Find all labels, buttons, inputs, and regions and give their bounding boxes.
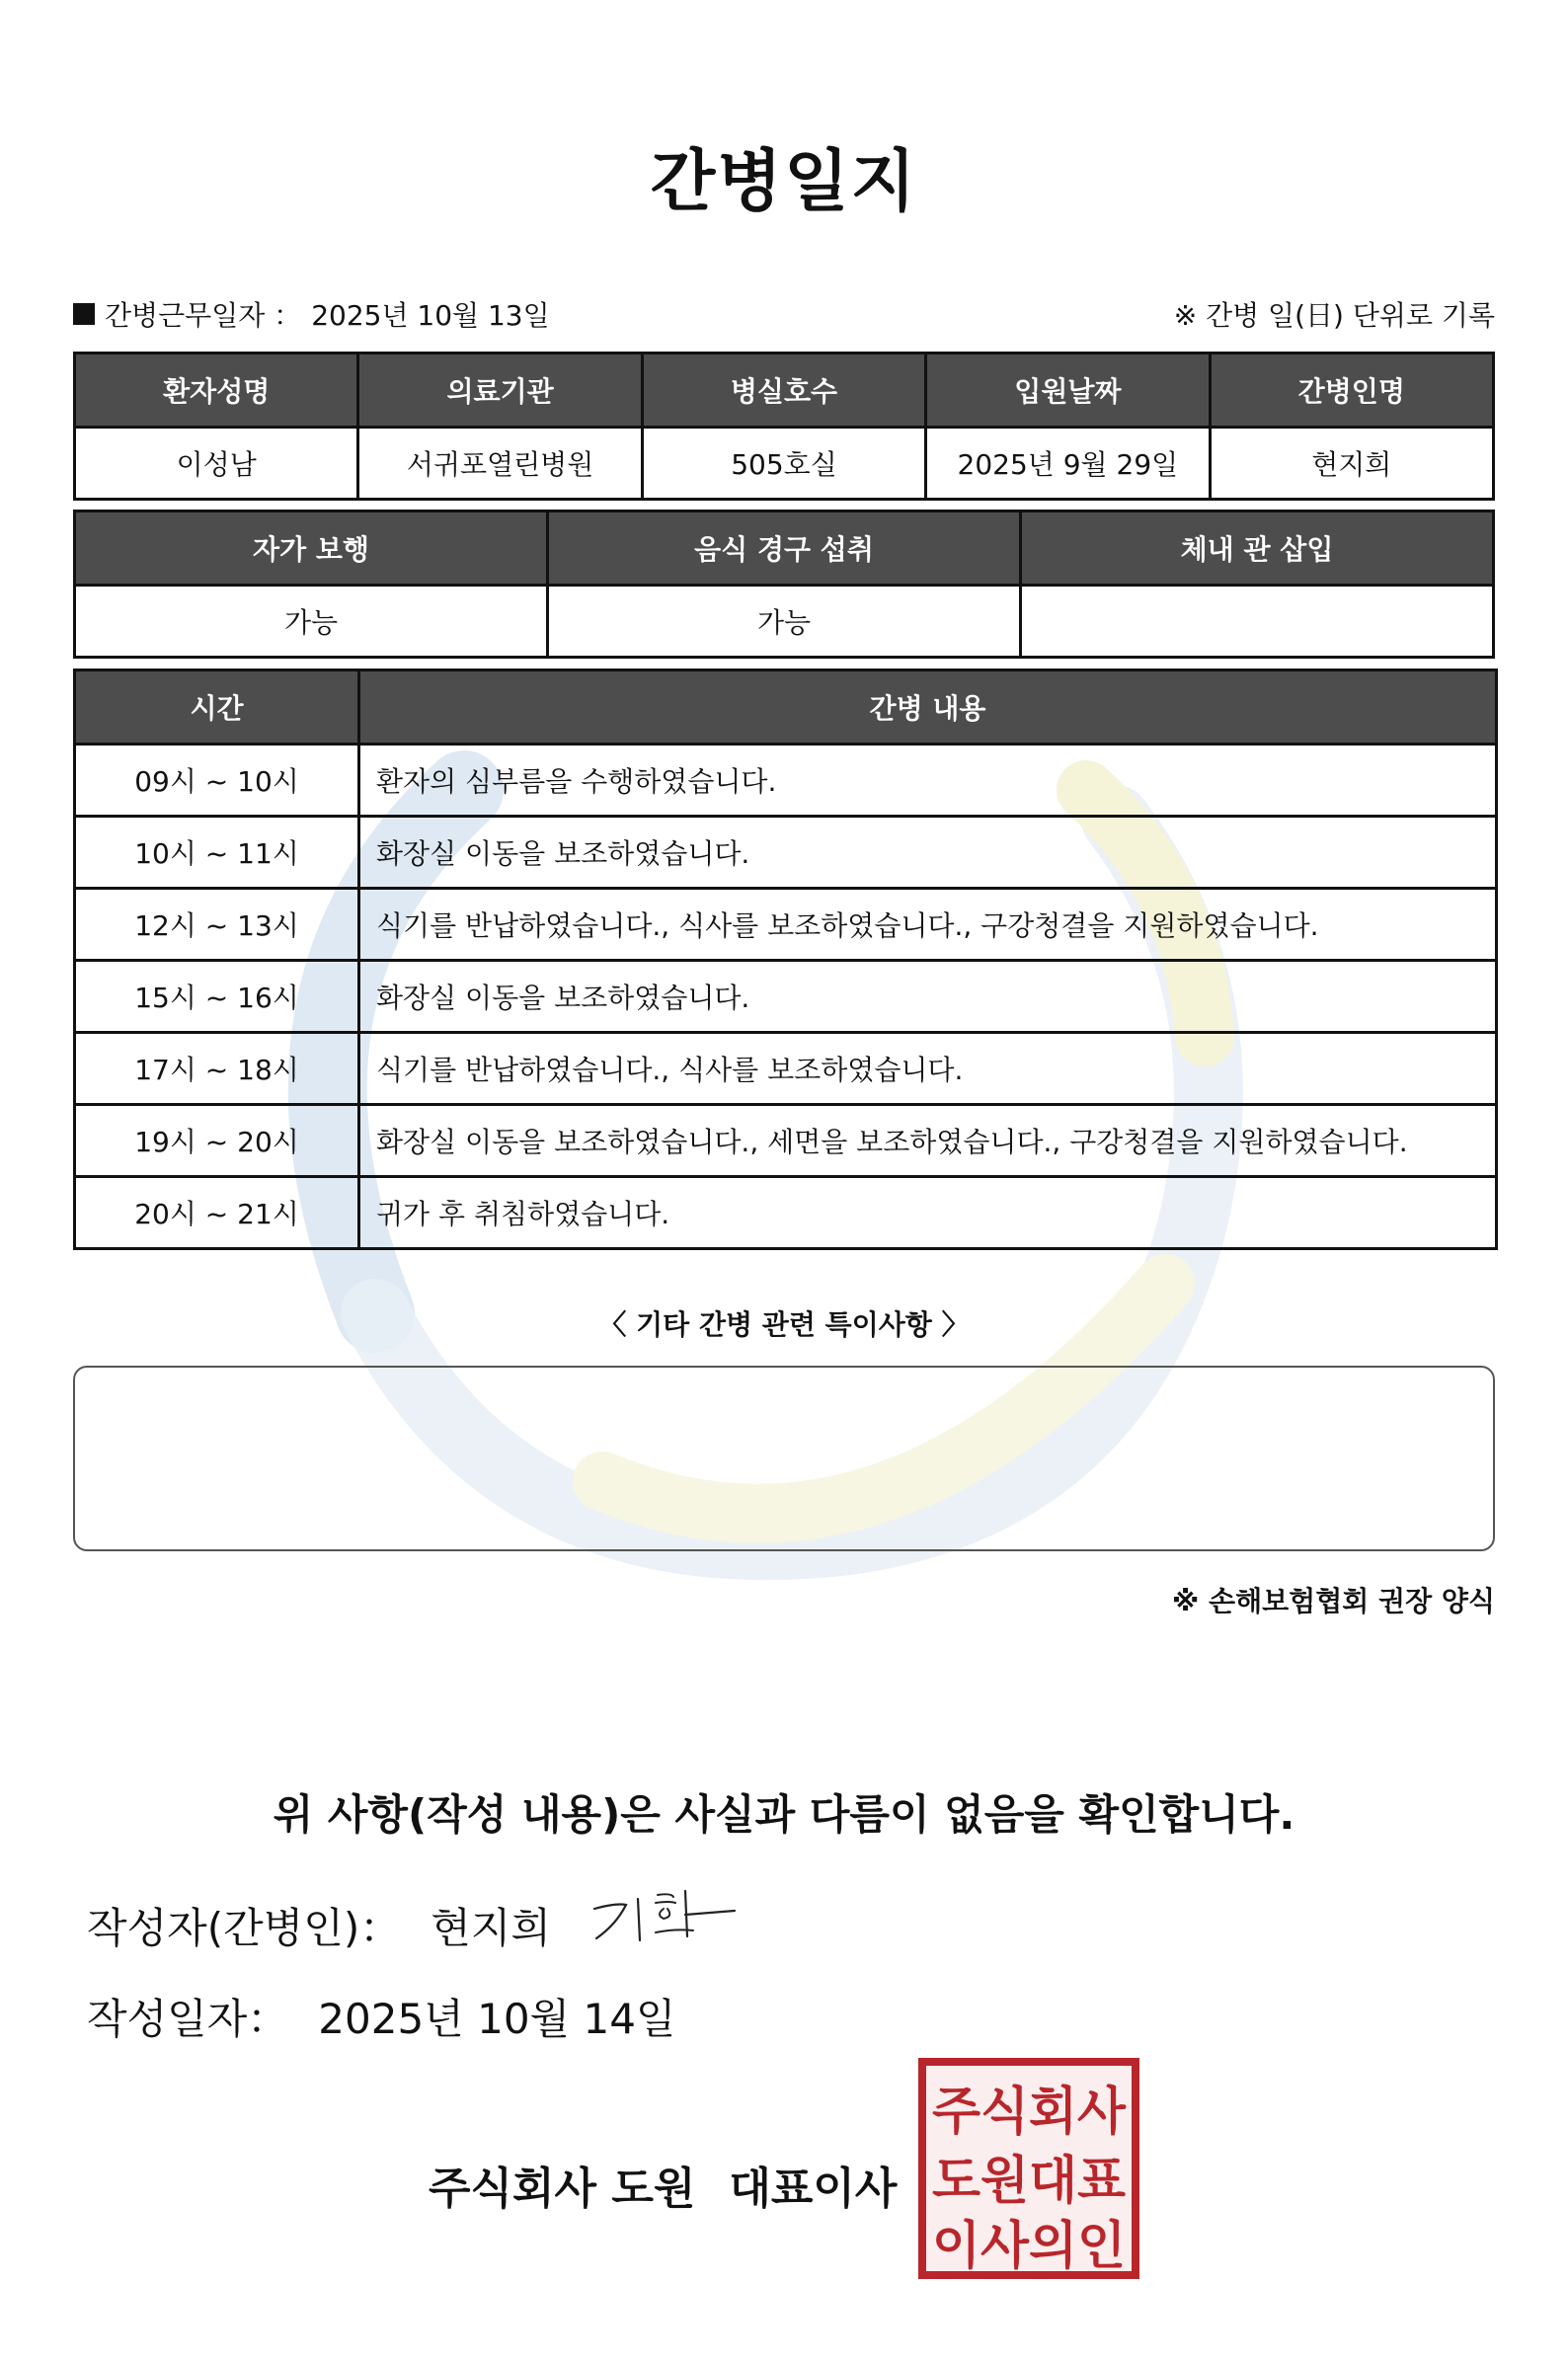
time-cell: 19시 ~ 20시: [75, 1105, 359, 1177]
header-caregiver-name: 간병인명: [1210, 354, 1493, 428]
room-number: 505호실: [642, 428, 925, 500]
table-row: [75, 1033, 1497, 1105]
company-line: [429, 2153, 897, 2216]
care-table-header: [75, 670, 1497, 745]
content-cell: 식기를 반납하였습니다., 식사를 보조하였습니다.: [359, 1033, 1497, 1105]
company-name: 주식회사 도원: [429, 2164, 696, 2214]
remarks-title: 〈 기타 간병 관련 특이사항 〉: [598, 1308, 970, 1341]
table-row: [75, 1105, 1497, 1177]
patient-name: 이성남: [75, 428, 358, 500]
caregiver-name: 현지희: [1210, 428, 1493, 500]
svg-text:도원대표: 도원대표: [932, 2152, 1126, 2211]
content-cell: 환자의 심부름을 수행하였습니다.: [359, 745, 1497, 817]
patient-table: [73, 352, 1495, 501]
company-title: 대표이사: [729, 2164, 898, 2214]
content-cell: 귀가 후 취침하였습니다.: [359, 1177, 1497, 1249]
header-oral-intake: 음식 경구 섭취: [548, 512, 1021, 586]
oral-intake-value: 가능: [548, 586, 1021, 658]
table-row: [75, 889, 1497, 961]
header-room: 병실호수: [642, 354, 925, 428]
time-cell: 17시 ~ 18시: [75, 1033, 359, 1105]
remarks-box: [73, 1366, 1495, 1551]
written-date-label: 작성일자：: [87, 1995, 289, 2043]
status-table-row: [75, 586, 1494, 658]
svg-text:이사의인: 이사의인: [932, 2217, 1126, 2276]
hospital-name: 서귀포열린병원: [358, 428, 642, 500]
page-title: 간병일지: [650, 143, 918, 221]
writer-name: 현지희: [431, 1904, 551, 1952]
header-walking: 자가 보행: [75, 512, 548, 586]
meta-row: [73, 294, 1495, 338]
content-cell: 화장실 이동을 보조하였습니다., 세면을 보조하였습니다., 구강청결을 지원하였습니다.: [359, 1105, 1497, 1177]
content-cell: 식기를 반납하였습니다., 식사를 보조하였습니다., 구강청결을 지원하였습니다.: [359, 889, 1497, 961]
table-row: [75, 745, 1497, 817]
patient-table-row: [75, 428, 1494, 500]
svg-text:주식회사: 주식회사: [932, 2083, 1127, 2142]
table-row: [75, 817, 1497, 889]
header-care-content: 간병 내용: [359, 670, 1497, 745]
time-cell: 12시 ~ 13시: [75, 889, 359, 961]
walking-value: 가능: [75, 586, 548, 658]
table-row: [75, 961, 1497, 1033]
header-hospital: 의료기관: [358, 354, 642, 428]
handwritten-signature: [587, 1881, 745, 1960]
tube-insertion-value: [1021, 586, 1494, 658]
record-note: ※ 간병 일(日) 단위로 기록: [1173, 299, 1495, 332]
header-tube-insertion: 체내 관 삽입: [1021, 512, 1494, 586]
content-cell: 화장실 이동을 보조하였습니다.: [359, 961, 1497, 1033]
care-table: [73, 669, 1498, 1250]
written-date-line: [87, 1987, 676, 2046]
status-table: [73, 510, 1495, 659]
patient-table-header: [75, 354, 1494, 428]
status-table-header: [75, 512, 1494, 586]
company-seal: [918, 2058, 1139, 2279]
table-row: [75, 1177, 1497, 1249]
work-date-value: 2025년 10월 13일: [311, 299, 550, 332]
form-note: ※ 손해보험협회 권장 양식: [1172, 1585, 1495, 1617]
black-square-icon: [73, 303, 95, 325]
header-admission-date: 입원날짜: [926, 354, 1210, 428]
content-cell: 화장실 이동을 보조하였습니다.: [359, 817, 1497, 889]
time-cell: 20시 ~ 21시: [75, 1177, 359, 1249]
confirmation-statement: 위 사항(작성 내용)은 사실과 다름이 없음을 확인합니다.: [273, 1790, 1295, 1839]
work-date-line: [73, 294, 550, 334]
writer-line: [87, 1896, 551, 1955]
writer-label: 작성자(간병인)：: [87, 1904, 402, 1952]
time-cell: 15시 ~ 16시: [75, 961, 359, 1033]
time-cell: 09시 ~ 10시: [75, 745, 359, 817]
header-time: 시간: [75, 670, 359, 745]
admission-date: 2025년 9월 29일: [926, 428, 1210, 500]
header-patient-name: 환자성명: [75, 354, 358, 428]
work-date-label: 간병근무일자 ：: [105, 299, 302, 332]
time-cell: 10시 ~ 11시: [75, 817, 359, 889]
written-date-value: 2025년 10월 14일: [318, 1995, 676, 2043]
